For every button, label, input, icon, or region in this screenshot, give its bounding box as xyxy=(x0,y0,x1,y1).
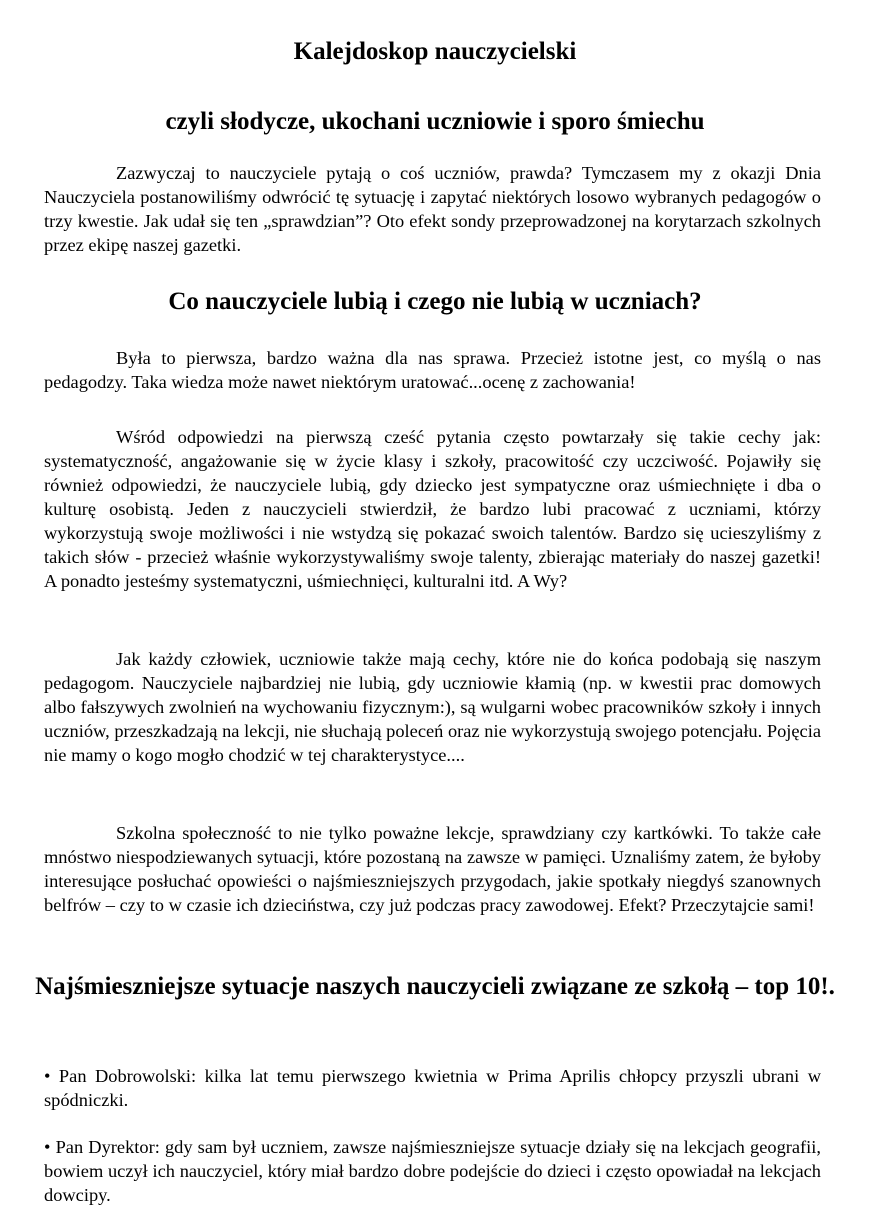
list-item: • Pan Dobrowolski: kilka lat temu pierwszego kwietnia w Prima Aprilis chłopcy przyszli ubrani w spódniczki. xyxy=(44,1066,821,1110)
intro-paragraph: Zazwyczaj to nauczyciele pytają o coś uczniów, prawda? Tymczasem my z okazji Dnia Nauczyciela postanowiliśmy odwrócić tę sytuację i zapytać niektórych losowo wybranych pedagogów o trzy kwestie. Jak udał się ten „sprawdzian”? Oto efekt sondy przeprowadzonej na korytarzach szkolnych przez ekipę naszej gazetki. xyxy=(44,163,821,255)
paragraph: Jak każdy człowiek, uczniowie także mają cechy, które nie do końca podobają się naszym pedagogom. Nauczyciele najbardziej nie lubią, gdy uczniowie kłamią (np. w kwestii prac domowych albo fałszywych zwolnień na wychowaniu fizycznym:), są wulgarni wobec pracowników szkoły i innych uczniów, przeszkadzają na lekcji, nie słuchają poleceń oraz nie wykorzystują swojego potencjału. Pojęcia nie mamy o kogo mogło chodzić w tej charakterystyce.... xyxy=(44,649,821,765)
list-item: • Pan Dyrektor: gdy sam był uczniem, zawsze najśmieszniejsze sytuacje działy się na lekcjach geografii, bowiem uczył ich nauczyciel, który miał bardzo dobre podejście do dzieci i często opowiadał na lekcjach dowcipy. xyxy=(44,1137,821,1205)
paragraph: Szkolna społeczność to nie tylko poważne lekcje, sprawdziany czy kartkówki. To także całe mnóstwo niespodziewanych sytuacji, które pozostaną na zawsze w pamięci. Uznaliśmy zatem, że byłoby interesujące posłuchać opowieści o najśmieszniejszych przygodach, jakie spotkały niegdyś szanownych belfrów – czy to w czasie ich dzieciństwa, czy już podczas pracy zawodowej. Efekt? Przeczytajcie sami! xyxy=(44,823,821,915)
page-subtitle: czyli słodycze, ukochani uczniowie i sporo śmiechu xyxy=(165,108,705,135)
paragraph: Wśród odpowiedzi na pierwszą cześć pytania często powtarzały się takie cechy jak: systematyczność, angażowanie się w życie klasy i szkoły, pracowitość czy uczciwość. Pojawiły się również odpowiedzi, że nauczyciele lubią, gdy dziecko jest sympatyczne oraz uśmiechnięte i dba o kulturę osobistą. Jeden z nauczycieli stwierdził, że bardzo lubi pracować z uczniami, którzy wykorzystują swoje możliwości i nie wstydzą się pokazać swoich talentów. Bardzo się ucieszyliśmy z takich słów - przecież właśnie wykorzystywaliśmy swoje talenty, zbierając materiały do naszej gazetki! A ponadto jesteśmy systematyczni, uśmiechnięci, kulturalni itd. A Wy? xyxy=(44,427,821,591)
page-title: Kalejdoskop nauczycielski xyxy=(293,38,577,65)
section-heading-likes: Co nauczyciele lubią i czego nie lubią w uczniach? xyxy=(168,288,702,315)
section-heading-funny: Najśmieszniejsze sytuacje naszych nauczycieli związane ze szkołą – top 10!. xyxy=(35,973,835,1000)
paragraph: Była to pierwsza, bardzo ważna dla nas sprawa. Przecież istotne jest, co myślą o nas pedagodzy. Taka wiedza może nawet niektórym uratować...ocenę z zachowania! xyxy=(44,348,821,392)
